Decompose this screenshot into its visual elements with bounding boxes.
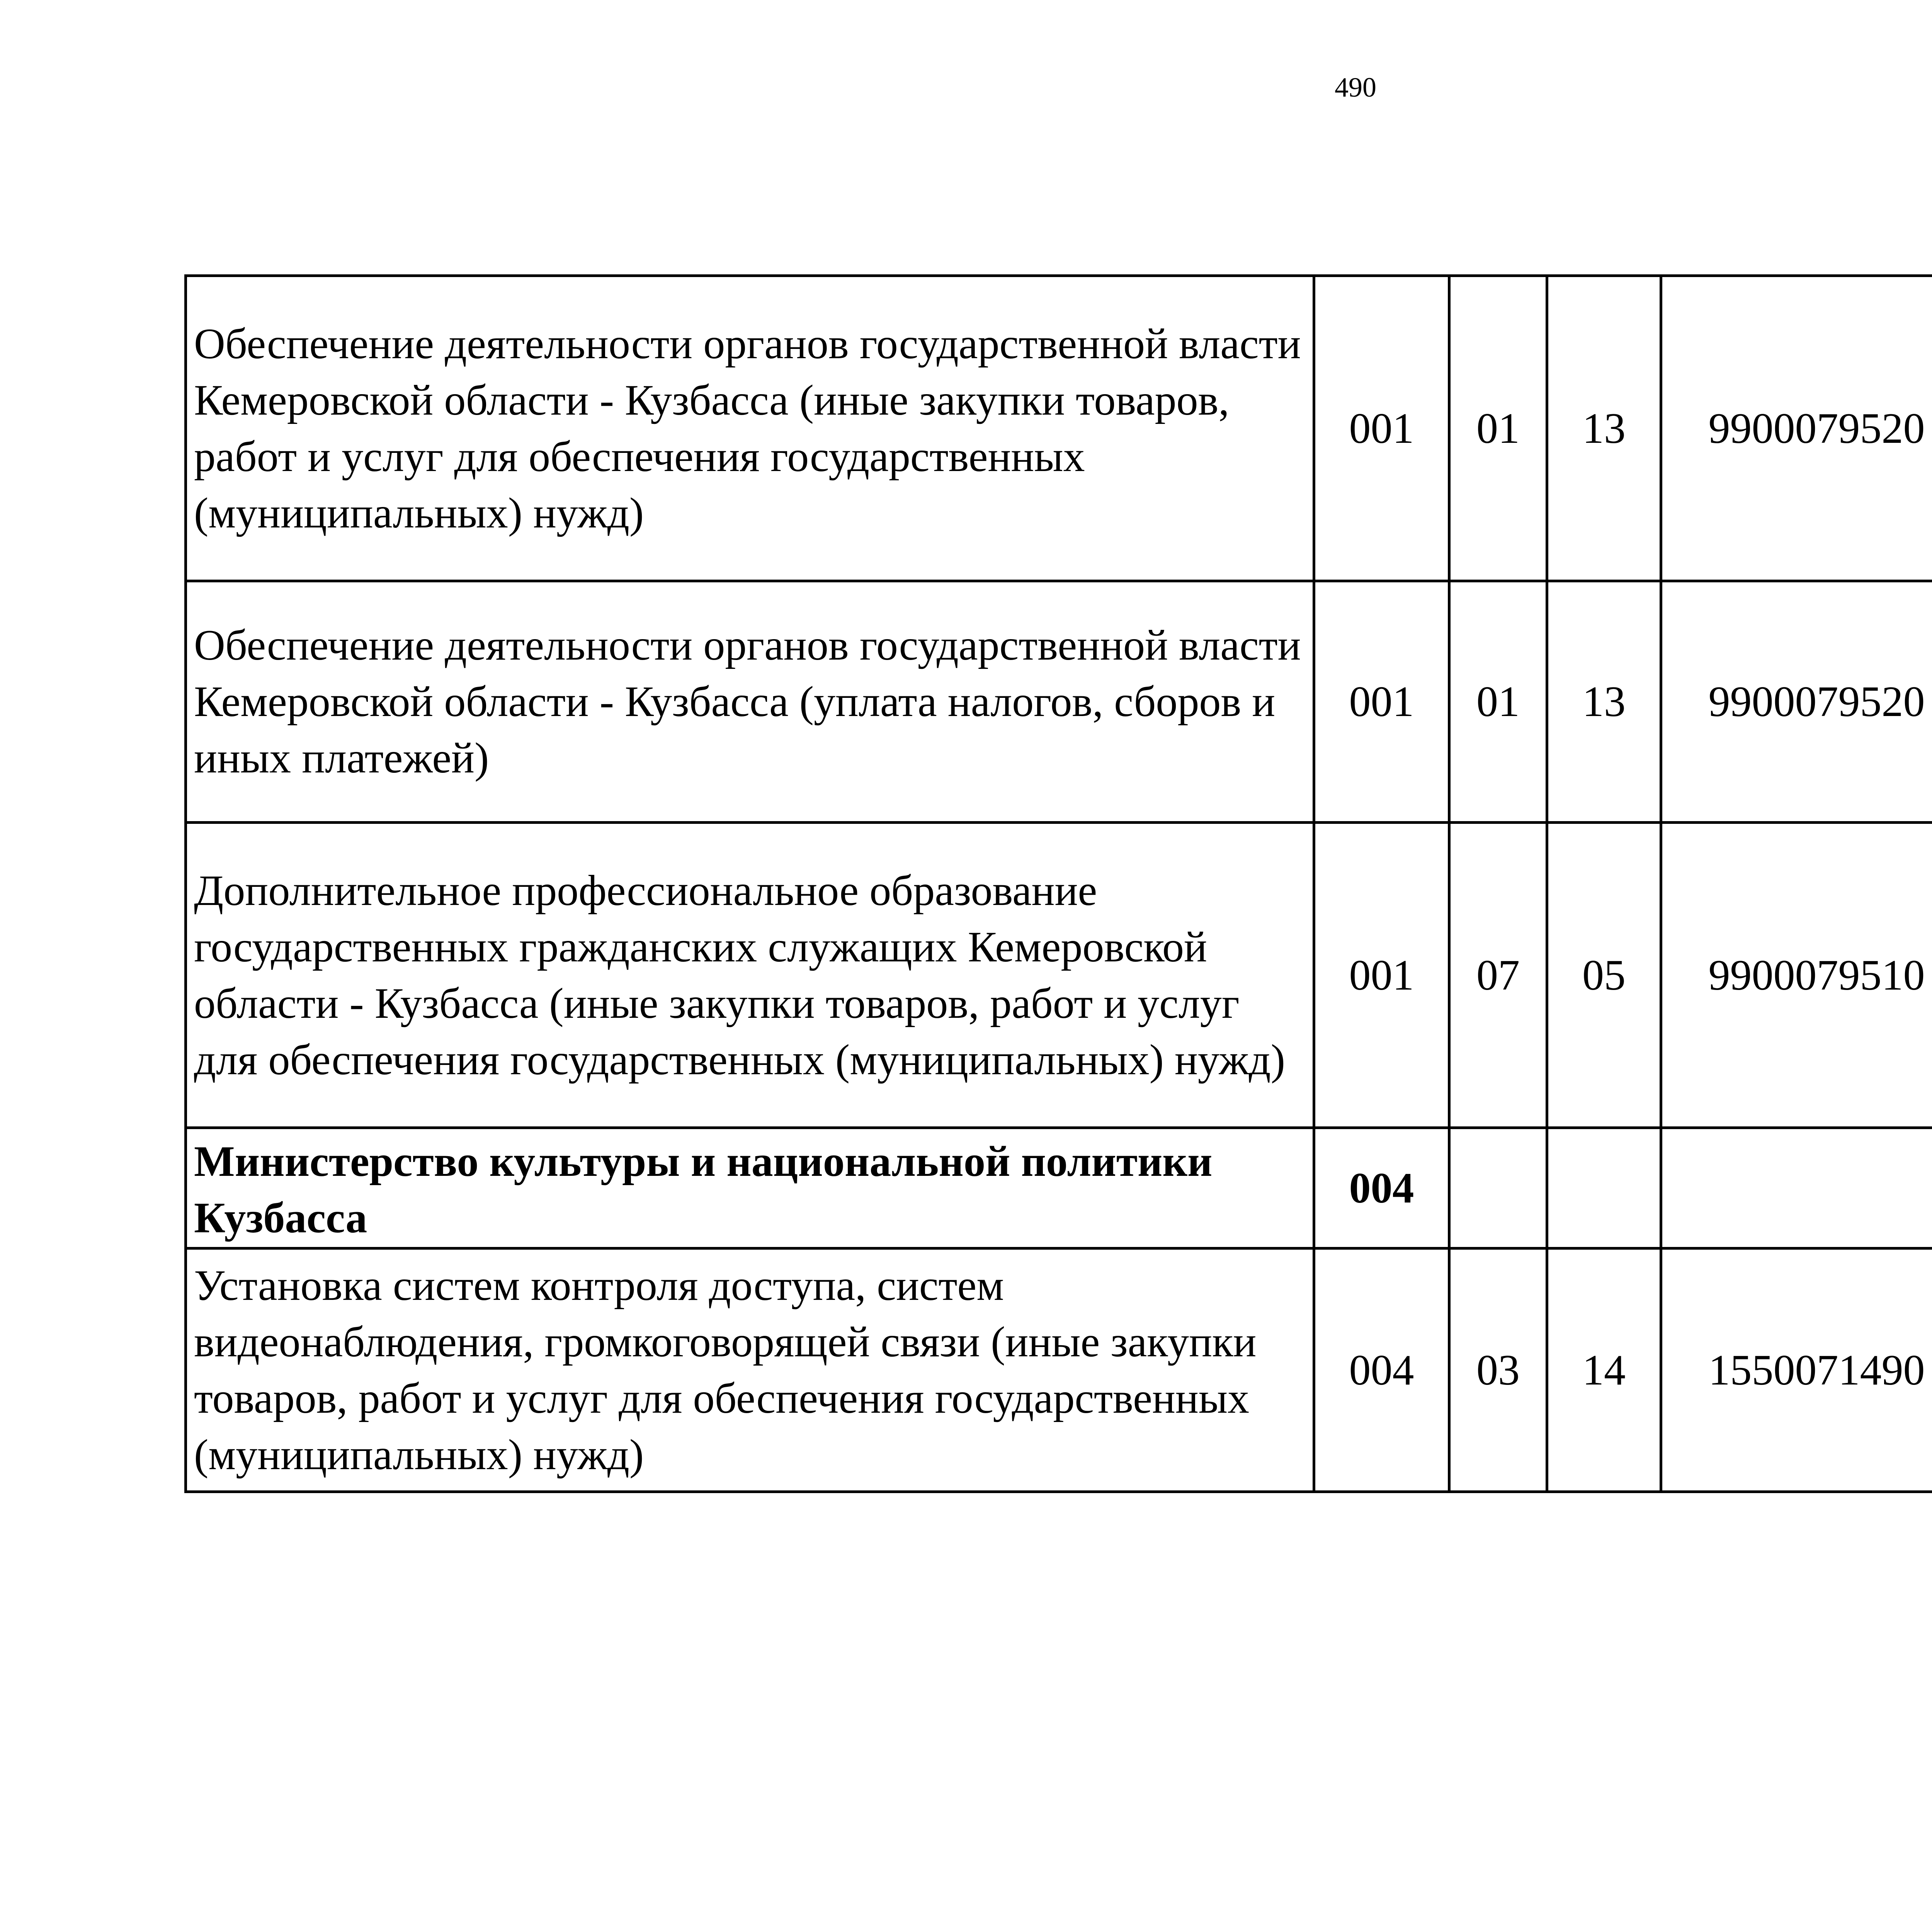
target-article-code xyxy=(1661,1128,1932,1249)
page-number: 490 xyxy=(1335,72,1376,103)
table-row xyxy=(186,276,1932,581)
ministry-code: 001 xyxy=(1314,581,1449,823)
target-article-code: 9900079510 xyxy=(1661,823,1932,1128)
table-row xyxy=(186,823,1932,1128)
target-article-code: 9900079520 xyxy=(1661,581,1932,823)
subsection-code xyxy=(1547,1128,1661,1249)
ministry-code: 004 xyxy=(1314,1249,1449,1492)
row-description: Министерство культуры и национальной политики Кузбасса xyxy=(186,1128,1314,1249)
target-article-code: 1550071490 xyxy=(1661,1249,1932,1492)
section-code: 01 xyxy=(1449,581,1547,823)
subsection-code: 13 xyxy=(1547,276,1661,581)
row-description: Дополнительное профессиональное образование государственных гражданских служащих Кемеровской области - Кузбасса (иные закупки товаров, работ и услуг для обеспечения государственных (муниципальных) нужд) xyxy=(186,823,1314,1128)
table-row xyxy=(186,581,1932,823)
section-code xyxy=(1449,1128,1547,1249)
row-description: Обеспечение деятельности органов государственной власти Кемеровской области - Кузбасса (уплата налогов, сборов и иных платежей) xyxy=(186,581,1314,823)
table-row xyxy=(186,1128,1932,1249)
ministry-code: 001 xyxy=(1314,276,1449,581)
subsection-code: 05 xyxy=(1547,823,1661,1128)
subsection-code: 13 xyxy=(1547,581,1661,823)
target-article-code: 9900079520 xyxy=(1661,276,1932,581)
section-code: 03 xyxy=(1449,1249,1547,1492)
row-description: Обеспечение деятельности органов государственной власти Кемеровской области - Кузбасса (иные закупки товаров, работ и услуг для обеспечения государственных (муниципальных) нужд) xyxy=(186,276,1314,581)
table-row xyxy=(186,1249,1932,1492)
section-code: 01 xyxy=(1449,276,1547,581)
budget-table xyxy=(184,274,1932,1493)
ministry-code: 004 xyxy=(1314,1128,1449,1249)
subsection-code: 14 xyxy=(1547,1249,1661,1492)
ministry-code: 001 xyxy=(1314,823,1449,1128)
row-description: Установка систем контроля доступа, систем видеонаблюдения, громкоговорящей связи (иные закупки товаров, работ и услуг для обеспечения государственных (муниципальных) нужд) xyxy=(186,1249,1314,1492)
section-code: 07 xyxy=(1449,823,1547,1128)
